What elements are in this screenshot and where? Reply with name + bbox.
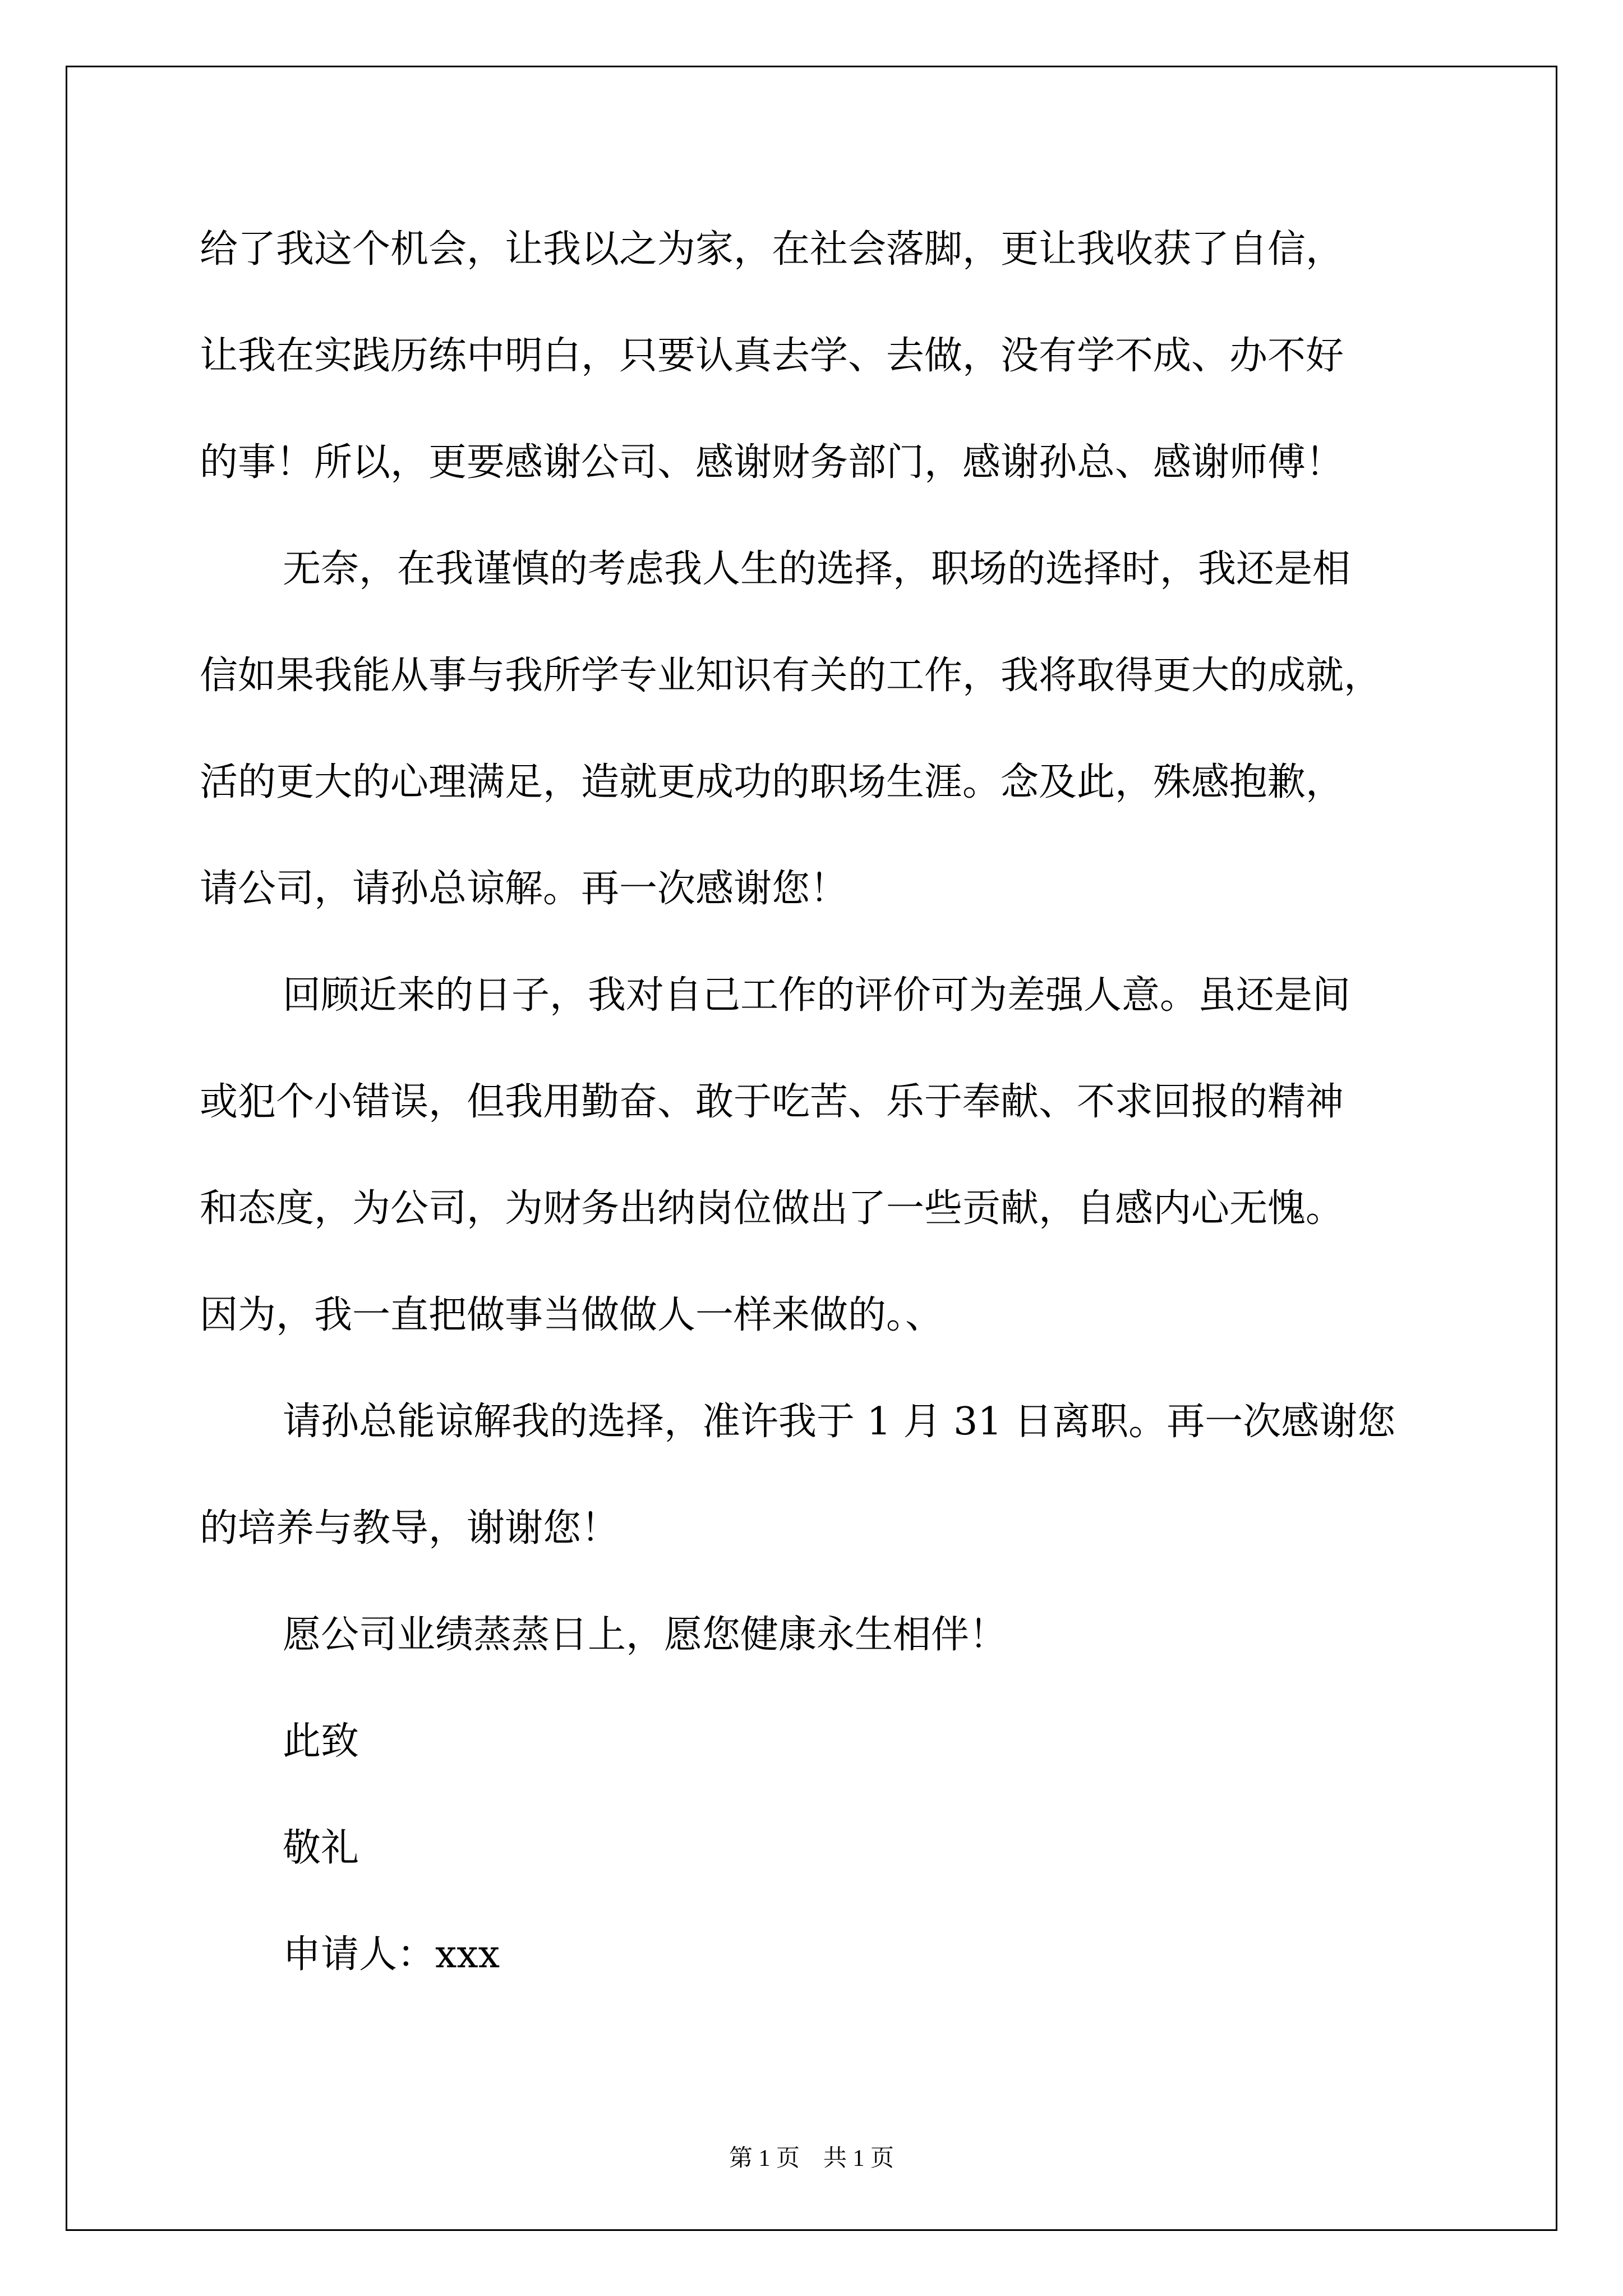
paragraph-start-line: 请孙总能谅解我的选择，准许我于 1 月 31 日离职。再一次感谢您	[283, 1400, 1396, 1444]
body-line: 和态度，为公司，为财务出纳岗位做出了一些贡献，自感内心无愧。	[200, 1186, 1344, 1231]
salutation-cizhi: 此致	[283, 1719, 359, 1764]
salutation-jingli: 敬礼	[283, 1826, 359, 1870]
body-line: 的事！所以，更要感谢公司、感谢财务部门，感谢孙总、感谢师傅！	[200, 440, 1344, 485]
page-frame	[66, 66, 1557, 2231]
body-line: 或犯个小错误，但我用勤奋、敢于吃苦、乐于奉献、不求回报的精神	[200, 1080, 1344, 1124]
body-line: 活的更大的心理满足，造就更成功的职场生涯。念及此，殊感抱歉，	[200, 760, 1344, 804]
paragraph-start-line: 无奈，在我谨慎的考虑我人生的选择，职场的选择时，我还是相	[283, 547, 1351, 591]
body-line: 给了我这个机会，让我以之为家，在社会落脚，更让我收获了自信，	[200, 227, 1344, 272]
body-line: 让我在实践历练中明白，只要认真去学、去做，没有学不成、办不好	[200, 334, 1344, 378]
applicant-signature: 申请人：xxx	[283, 1932, 500, 1977]
paragraph-start-line: 回顾近来的日子，我对自己工作的评价可为差强人意。虽还是间	[283, 973, 1351, 1018]
body-line: 信如果我能从事与我所学专业知识有关的工作，我将取得更大的成就，	[200, 654, 1382, 698]
closing-wish: 愿公司业绩蒸蒸日上，愿您健康永生相伴！	[283, 1613, 1008, 1657]
body-line: 因为，我一直把做事当做做人一样来做的。、	[200, 1293, 944, 1337]
page-number-footer: 第 1 页 共 1 页	[728, 2146, 894, 2171]
body-line: 的培养与教导，谢谢您！	[200, 1506, 620, 1550]
body-line: 请公司，请孙总谅解。再一次感谢您！	[200, 867, 849, 911]
